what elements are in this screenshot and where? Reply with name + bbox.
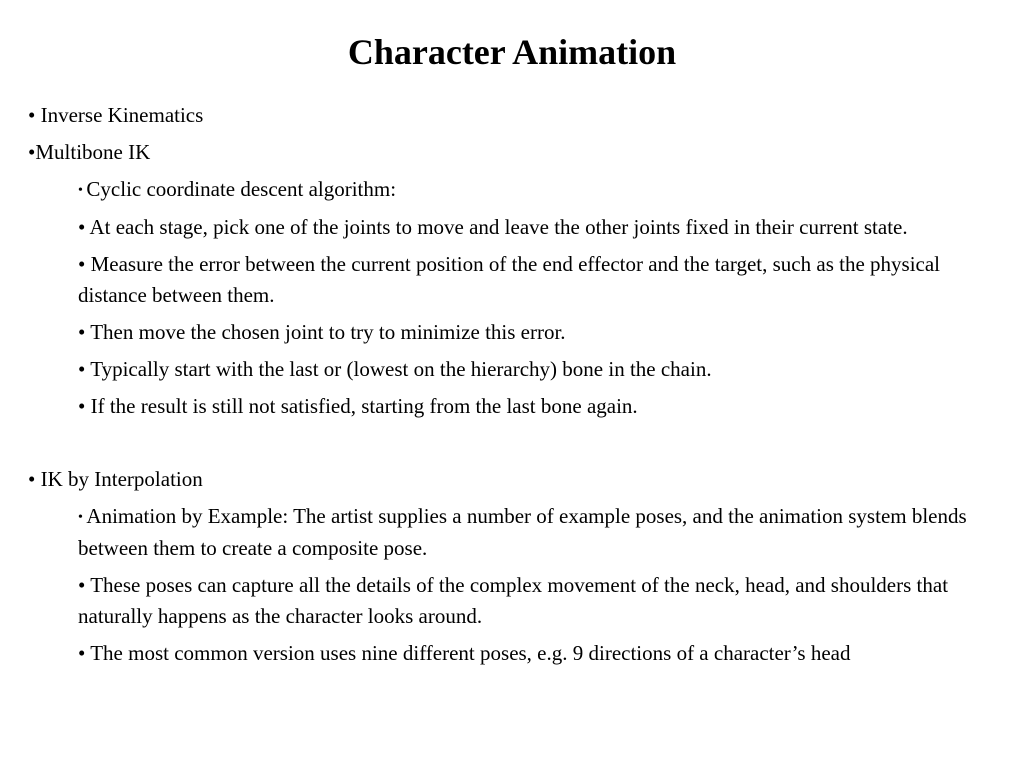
bullet-text: If the result is still not satisfied, starting from the last bone again. xyxy=(90,394,638,418)
bullet-item-move-joint xyxy=(78,317,984,348)
bullet-text: The most common version uses nine different poses, e.g. 9 directions of a character’s head xyxy=(90,641,851,665)
bullet-text: Then move the chosen joint to try to minimize this error. xyxy=(90,320,566,344)
bullet-icon: • xyxy=(28,140,36,164)
bullet-text: Animation by Example: The artist supplies a number of example poses, and the animation system blends between them to create a composite pose. xyxy=(78,504,967,560)
bullet-text: Measure the error between the current position of the end effector and the target, such as the physical distance between them. xyxy=(78,252,941,307)
bullet-icon: • xyxy=(78,183,87,198)
bullet-item-start-last-bone xyxy=(78,354,984,385)
bullet-item-multibone-ik xyxy=(28,137,994,168)
bullet-icon: • xyxy=(78,357,91,381)
bullet-text: Inverse Kinematics xyxy=(40,103,204,127)
bullet-text: IK by Interpolation xyxy=(40,467,203,491)
bullet-item-inverse-kinematics xyxy=(28,100,994,131)
bullet-icon: • xyxy=(78,215,90,239)
bullet-text: Cyclic coordinate descent algorithm: xyxy=(86,177,397,201)
bullet-text: These poses can capture all the details of the complex movement of the neck, head, and shoulders that naturally happens as the character looks around. xyxy=(78,573,949,628)
slide-title: Character Animation xyxy=(347,32,677,72)
bullet-icon: • xyxy=(78,641,91,665)
bullet-icon: • xyxy=(78,573,91,597)
bullet-item-animation-by-example xyxy=(78,501,984,564)
bullet-icon: • xyxy=(78,320,91,344)
bullet-item-ik-interpolation xyxy=(28,464,994,495)
bullet-text: Typically start with the last or (lowest on the hierarchy) bone in the chain. xyxy=(90,357,712,381)
bullet-item-poses-capture xyxy=(78,570,984,632)
bullet-icon: • xyxy=(78,252,91,276)
bullet-item-repeat xyxy=(78,391,984,422)
bullet-text: Multibone IK xyxy=(35,140,151,164)
bullet-icon: • xyxy=(28,467,41,491)
bullet-item-each-stage xyxy=(78,212,984,243)
bullet-icon: • xyxy=(78,510,87,525)
bullet-item-ccd-algorithm xyxy=(78,174,984,206)
bullet-item-nine-poses xyxy=(78,638,984,669)
bullet-text: At each stage, pick one of the joints to move and leave the other joints fixed in their current state. xyxy=(89,215,908,239)
bullet-item-measure-error xyxy=(78,249,984,311)
bullet-icon: • xyxy=(28,103,41,127)
bullet-icon: • xyxy=(78,394,91,418)
slide-body xyxy=(0,100,1024,669)
